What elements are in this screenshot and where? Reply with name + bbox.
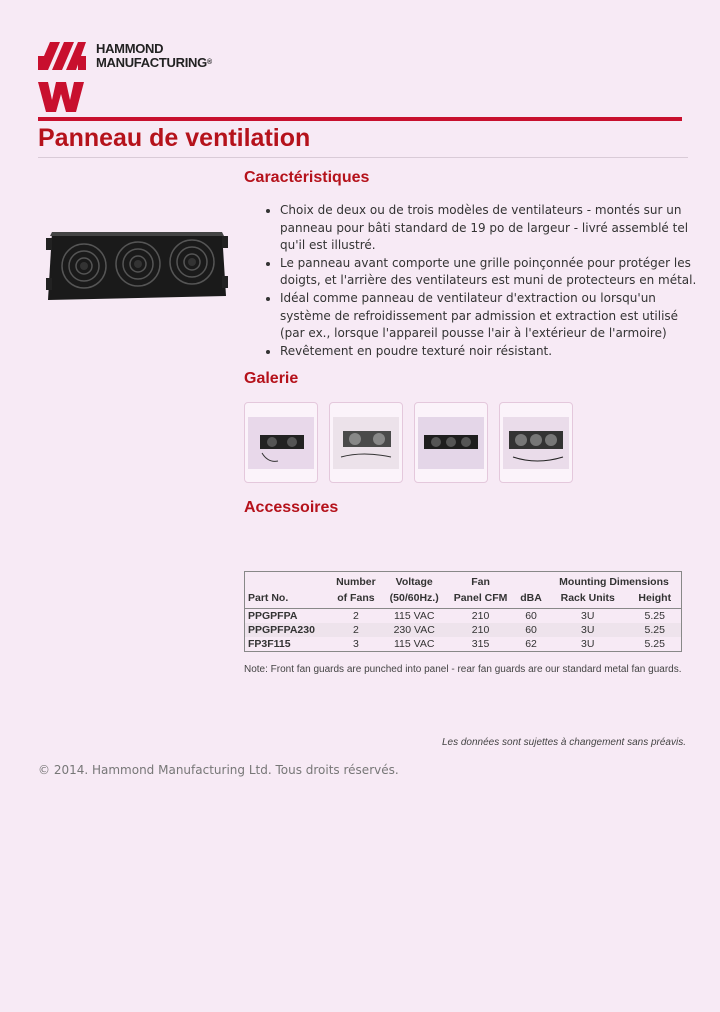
feature-item: • Revêtement en poudre texturé noir résistant. bbox=[280, 343, 706, 361]
gallery-heading: Galerie bbox=[244, 370, 299, 387]
table-note: Note: Front fan guards are punched into panel - rear fan guards are our standard metal fan guards. bbox=[244, 664, 682, 675]
table-cell: 3 bbox=[352, 638, 359, 650]
accessories-heading: Accessoires bbox=[244, 499, 339, 516]
title-divider bbox=[38, 157, 688, 158]
table-header: Panel CFM bbox=[446, 590, 515, 609]
table-header-row bbox=[245, 572, 682, 591]
table-cell[interactable]: PPGPFPA230 bbox=[245, 623, 330, 637]
table-header: Fan bbox=[471, 576, 490, 588]
table-header bbox=[515, 572, 547, 591]
brand-reg: ® bbox=[206, 59, 212, 66]
table-cell: 210 bbox=[471, 610, 490, 622]
gallery-image-icon bbox=[418, 417, 484, 469]
table-cell: 3U bbox=[581, 610, 595, 622]
table-cell: 5.25 bbox=[628, 623, 681, 637]
gallery-image-icon bbox=[503, 417, 569, 469]
feature-item: • Le panneau avant comporte une grille poinçonnée pour protéger les doigts, et l'arrière des ventilateurs est muni de protecteurs en métal. bbox=[280, 255, 706, 290]
gallery bbox=[244, 402, 573, 483]
gallery-thumb-1[interactable] bbox=[244, 402, 318, 483]
product-image[interactable] bbox=[46, 226, 228, 304]
table-cell: 2 bbox=[352, 610, 359, 622]
table-cell: 5.25 bbox=[644, 610, 665, 622]
brand-line1: HAMMOND bbox=[96, 41, 164, 56]
table-cell: 315 bbox=[471, 638, 490, 650]
table-cell: 230 VAC bbox=[382, 623, 446, 637]
table-row bbox=[245, 637, 682, 652]
gallery-thumb-4[interactable] bbox=[499, 402, 573, 483]
copyright: © 2014. Hammond Manufacturing Ltd. Tous droits réservés. bbox=[38, 763, 399, 777]
table-header: dBA bbox=[515, 590, 547, 609]
page-title: Panneau de ventilation bbox=[38, 124, 311, 152]
gallery-thumb-2[interactable] bbox=[329, 402, 403, 483]
table-cell: 62 bbox=[525, 638, 537, 650]
features-list bbox=[262, 202, 706, 360]
table-row bbox=[245, 623, 682, 637]
feature-item: • Choix de deux ou de trois modèles de ventilateurs - montés sur un panneau pour bâti standard de 19 po de largeur - livré assemblé tel qu'il est illustré. bbox=[280, 202, 706, 255]
table-header bbox=[245, 572, 330, 591]
header-red-rule bbox=[38, 117, 682, 121]
table-cell: 115 VAC bbox=[393, 610, 435, 622]
table-cell: 3U bbox=[581, 638, 595, 650]
table-cell: 2 bbox=[329, 623, 382, 637]
brand-line2: MANUFACTURING bbox=[96, 55, 207, 70]
table-header-row bbox=[245, 590, 682, 609]
gallery-thumb-3[interactable] bbox=[414, 402, 488, 483]
table-row bbox=[245, 609, 682, 624]
table-cell: 115 VAC bbox=[393, 638, 435, 650]
table-cell: 5.25 bbox=[644, 638, 665, 650]
table-cell: 210 bbox=[446, 623, 515, 637]
table-cell[interactable]: FP3F115 bbox=[248, 638, 291, 650]
gallery-image-icon bbox=[248, 417, 314, 469]
table-cell[interactable]: PPGPFPA bbox=[248, 610, 298, 622]
specs-table bbox=[244, 571, 682, 652]
table-header: Number bbox=[336, 576, 376, 588]
table-header: of Fans bbox=[329, 590, 382, 609]
table-header: Part No. bbox=[245, 590, 330, 609]
hammond-logo bbox=[38, 42, 228, 114]
table-header: Voltage bbox=[395, 576, 433, 588]
table-cell: 3U bbox=[547, 623, 628, 637]
brand-name bbox=[96, 42, 212, 70]
features-heading: Caractéristiques bbox=[244, 169, 370, 186]
disclaimer: Les données sont sujettes à changement sans préavis. bbox=[441, 737, 686, 748]
table-cell: 60 bbox=[515, 623, 547, 637]
table-header: Rack Units bbox=[547, 590, 628, 609]
table-header: Height bbox=[628, 590, 681, 609]
feature-item: • Idéal comme panneau de ventilateur d'extraction ou lorsqu'un système de refroidissement par admission et extraction est utilisé (par ex., lorsque l'appareil pousse l'air à l'extérieur de l'armoire) bbox=[280, 290, 706, 343]
hammond-logo-mark-icon bbox=[38, 42, 88, 114]
gallery-image-icon bbox=[333, 417, 399, 469]
table-cell: 60 bbox=[525, 610, 537, 622]
table-header: Mounting Dimensions bbox=[559, 576, 669, 588]
table-header: (50/60Hz.) bbox=[382, 590, 446, 609]
